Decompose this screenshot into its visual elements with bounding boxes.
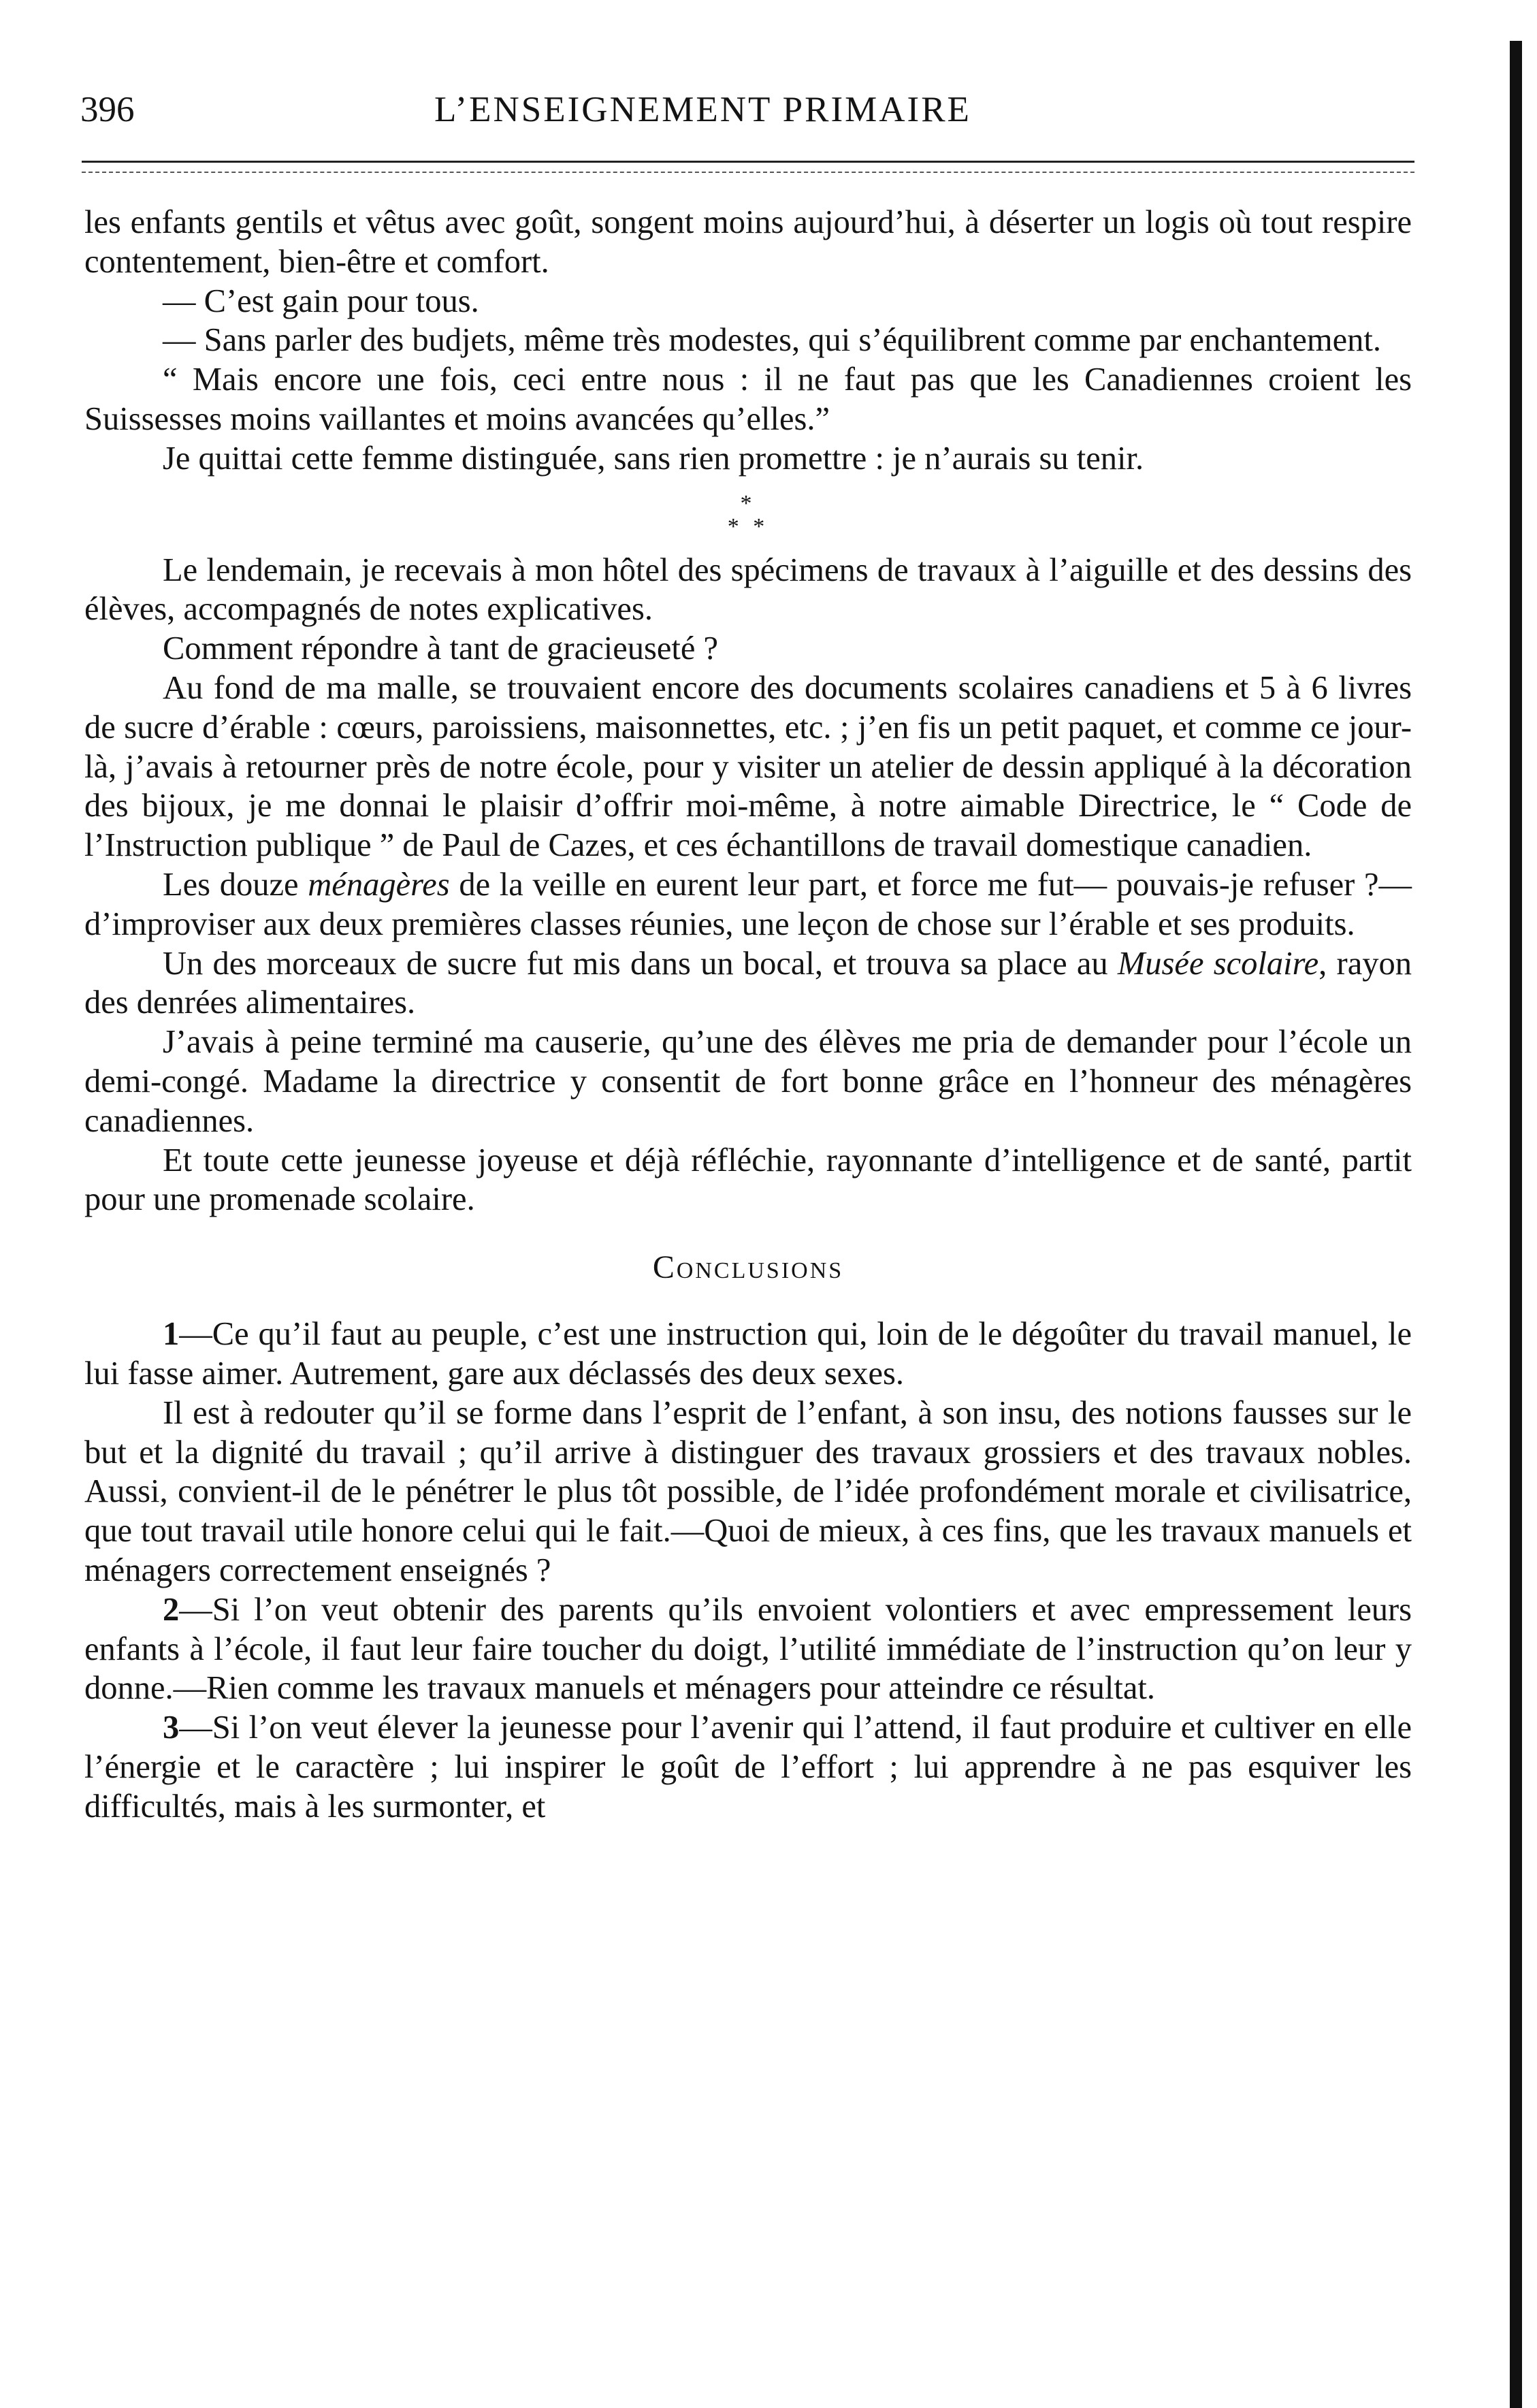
header-rule: [82, 161, 1414, 163]
page-header: [80, 86, 1414, 133]
page-edge-shadow: [1510, 41, 1522, 2408]
paragraph: J’avais à peine terminé ma causerie, qu’une des élèves me pria de demander pour l’école un demi-congé. Madame la directrice y consentit de fort bonne grâce en l’honneur des ménagères canadiennes.: [84, 1024, 1412, 1139]
conclusion-text: —Ce qu’il faut au peuple, c’est une instruction qui, loin de le dégoûter du travail manuel, le lui fasse aimer. Autrement, gare aux déclassés des deux sexes.: [84, 1316, 1412, 1392]
conclusion-number: 2: [163, 1591, 180, 1628]
asterism-bottom: * *: [727, 513, 769, 539]
paragraph: Au fond de ma malle, se trouvaient encore des documents scolaires canadiens et 5 à 6 livres de sucre d’érable : cœurs, paroissiens, maisonnettes, etc. ; j’en fis un petit paquet, et comme ce jour-là, j’avais à retourner près de notre école, pour y visiter un atelier de dessin appliqué à la décoration des bijoux, je me donnai le plaisir d’offrir moi-même, à notre aimable Directrice, le “ Code de l’Instruction publique ” de Paul de Cazes, et ces échantillons de travail domestique canadien.: [84, 669, 1412, 864]
paragraph-menageres: Les douze ménagères de la veille en eurent leur part, et force me fut— pouvais-je refuser ?— d’improviser aux deux premières classes réunies, une leçon de chose sur l’érable et ses produits.: [84, 866, 1412, 942]
paragraph: Et toute cette jeunesse joyeuse et déjà réfléchie, rayonnante d’intelligence et de santé, partit pour une promenade scolaire.: [84, 1142, 1412, 1218]
section-heading-conclusions: Conclusions: [652, 1249, 844, 1286]
conclusion-text: —Si l’on veut obtenir des parents qu’ils envoient volontiers et avec empressement leurs enfants à l’école, il faut leur faire toucher du doigt, l’utilité immédiate de l’instruction qu’on leur y donne.—Rien comme les travaux manuels et ménagers pour atteindre ce résultat.: [84, 1591, 1412, 1707]
conclusion-text: Il est à redouter qu’il se forme dans l’esprit de l’enfant, à son insu, des notions fausses sur le but et la dignité du travail ; qu’il arrive à distinguer des travaux grossiers et des travaux nobles. Aussi, convient-il de le pénétrer le plus tôt possible, de l’idée profondément morale et civilisatrice, que tout travail utile honore celui qui le fait.—Quoi de mieux, à ces fins, que les travaux manuels et ménagers correctement enseignés ?: [84, 1394, 1412, 1588]
text-block-before-break: [84, 203, 1412, 479]
text-block-after-break: [84, 551, 1412, 865]
header-rule-secondary: [82, 172, 1414, 173]
running-title: L’ENSEIGNEMENT PRIMAIRE: [434, 90, 971, 129]
paragraph: “ Mais encore une fois, ceci entre nous : il ne faut pas que les Canadiennes croient les Suissesses moins vaillantes et moins avancées qu’elles.”: [84, 362, 1412, 437]
conclusion-paragraph: [84, 1708, 1412, 1826]
italic-term: ménagères: [308, 866, 450, 903]
italic-term: Musée scolaire: [1117, 945, 1319, 982]
conclusion-text: —Si l’on veut élever la jeunesse pour l’avenir qui l’attend, il faut produire et cultiver en elle l’énergie et le caractère ; lui inspirer le goût de l’effort ; lui apprendre à ne pas esquiver les difficultés, mais à les surmonter, et: [84, 1709, 1412, 1825]
paragraph: — Sans parler des budjets, même très modestes, qui s’équilibrent comme par enchantement.: [163, 322, 1381, 359]
paragraph: Le lendemain, je recevais à mon hôtel des spécimens de travaux à l’aiguille et des dessins des élèves, accompagnés de notes explicatives.: [84, 551, 1412, 628]
paragraph: les enfants gentils et vêtus avec goût, songent moins aujourd’hui, à déserter un logis où tout respire contentement, bien-être et comfort.: [84, 204, 1412, 280]
body-text: [84, 203, 1412, 1826]
conclusions-list: [84, 1315, 1412, 1826]
conclusion-paragraph: [84, 1590, 1412, 1708]
paragraph-musee: Un des morceaux de sucre fut mis dans un bocal, et trouva sa place au Musée scolaire, rayon des denrées alimentaires.: [84, 945, 1412, 1021]
text-block-end-section: [84, 1023, 1412, 1219]
page-number: 396: [80, 90, 135, 129]
paragraph: Je quittai cette femme distinguée, sans rien promettre : je n’aurais su tenir.: [163, 440, 1144, 477]
asterism-divider: [84, 492, 1412, 539]
conclusion-paragraph: [84, 1315, 1412, 1394]
asterism-top: *: [740, 490, 756, 516]
paragraph: — C’est gain pour tous.: [163, 283, 479, 319]
conclusion-number: 3: [163, 1709, 180, 1746]
conclusion-paragraph: [84, 1394, 1412, 1590]
conclusion-number: 1: [163, 1316, 180, 1353]
paragraph: Comment répondre à tant de gracieuseté ?: [163, 630, 719, 667]
